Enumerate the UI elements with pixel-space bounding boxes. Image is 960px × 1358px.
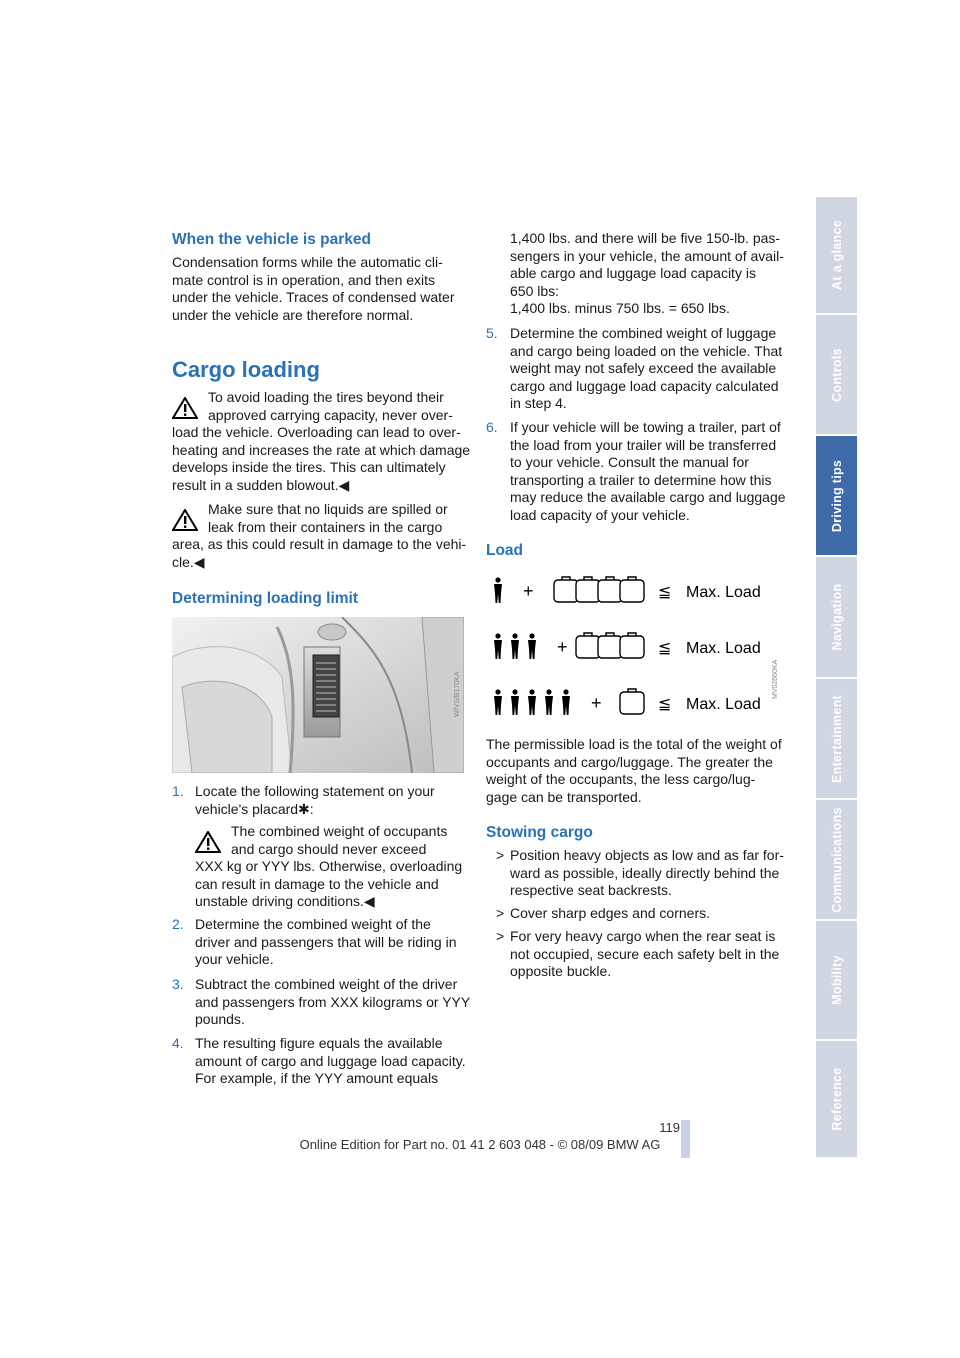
text-line: and cargo should never exceed — [231, 840, 427, 857]
text-line: approved carrying capacity, never over- — [208, 406, 453, 423]
text-line: cle.◀ — [172, 553, 205, 570]
cargo-heading: Cargo loading — [172, 357, 320, 382]
step1-warning-b — [195, 858, 475, 911]
tab-navigation[interactable] — [816, 557, 857, 679]
text-line: gage can be transported. — [486, 788, 642, 805]
step-4-continued — [510, 230, 790, 318]
text-line: the load from your trailer will be transferred — [510, 436, 777, 453]
tab-label: Communications — [829, 806, 844, 913]
step-4 — [172, 1035, 472, 1088]
tab-controls[interactable] — [816, 315, 857, 436]
tab-entertainment[interactable] — [816, 679, 857, 800]
step1-warning-a — [231, 823, 471, 858]
step-5 — [486, 325, 786, 413]
step-number: 4. — [172, 1035, 184, 1051]
text-line: your vehicle. — [195, 951, 274, 968]
text-line: ward as possible, ideally directly behind the — [510, 864, 780, 881]
text-line: to your vehicle. Consult the manual for — [510, 454, 749, 471]
luggage-icon — [576, 633, 600, 658]
text-line: Condensation forms while the automatic cli- — [172, 254, 443, 270]
text-line: leak from their containers in the cargo — [208, 518, 443, 535]
text-line: XXX kg or YYY lbs. Otherwise, overloading — [195, 858, 463, 874]
text-line: respective seat backrests. — [510, 882, 672, 899]
text-line: Determine the combined weight of the — [195, 916, 431, 932]
text-line: may reduce the available cargo and luggage — [510, 489, 786, 506]
text-line: load the vehicle. Overloading can lead to over- — [172, 424, 461, 440]
text-line: If your vehicle will be towing a trailer, part of — [510, 419, 781, 435]
warning-text-1a — [208, 389, 468, 424]
step-1 — [172, 783, 472, 818]
leq-sign: ≦ — [658, 638, 672, 657]
parked-paragraph — [172, 254, 472, 324]
bullet-marker: > — [496, 905, 505, 921]
text-line: weight may not safely exceed the available — [510, 360, 777, 377]
footer-text: Online Edition for Part no. 01 41 2 603 048 - © 08/09 BMW AG — [299, 1137, 661, 1152]
text-line: transporting a trailer to determine how this — [510, 471, 772, 488]
max-load-label: Max. Load — [686, 696, 761, 713]
person-icon — [562, 689, 570, 715]
text-line: The permissible load is the total of the weight of — [486, 736, 782, 752]
text-line: The resulting figure equals the available — [195, 1035, 443, 1051]
warning-text-2b — [172, 536, 472, 571]
page-number: 119 — [659, 1120, 680, 1135]
parked-heading: When the vehicle is parked — [172, 231, 371, 248]
text-line: 1,400 lbs. and there will be five 150-lb. pas- — [510, 230, 781, 246]
luggage-icon — [620, 577, 644, 602]
text-line: Subtract the combined weight of the driver — [195, 976, 458, 992]
text-line: 1,400 lbs. minus 750 lbs. = 650 lbs. — [510, 300, 730, 317]
text-line: cargo and luggage load capacity calculated — [510, 377, 779, 394]
photo-code: W/VS/B170KA — [454, 671, 461, 717]
text-line: pounds. — [195, 1011, 245, 1028]
stowing-item — [496, 847, 786, 900]
step-number: 5. — [486, 325, 498, 341]
text-line: driver and passengers that will be riding in — [195, 933, 457, 950]
warning-icon — [195, 831, 221, 853]
text-line: The combined weight of occupants — [231, 823, 448, 839]
luggage-icon — [598, 577, 622, 602]
tab-communications[interactable] — [816, 800, 857, 921]
text-line: Determine the combined weight of luggage — [510, 325, 777, 341]
text-line: sengers in your vehicle, the amount of avail- — [510, 247, 784, 264]
person-icon — [528, 689, 536, 715]
text-line: mate control is in operation, and then exits — [172, 271, 436, 288]
text-line: Cover sharp edges and corners. — [510, 905, 710, 921]
text-line: weight of the occupants, the less cargo/lug- — [486, 771, 756, 788]
text-line: Locate the following statement on your — [195, 783, 435, 799]
text-line: 650 lbs: — [510, 282, 560, 299]
text-line: develops inside the tires. This can ultimately — [172, 459, 446, 476]
plus-sign: + — [557, 637, 568, 657]
stowing-heading: Stowing cargo — [486, 824, 593, 841]
load-heading: Load — [486, 542, 524, 559]
stowing-item — [496, 905, 786, 923]
text-line: area, as this could result in damage to the vehi- — [172, 536, 467, 552]
text-line: and cargo being loaded on the vehicle. That — [510, 342, 783, 359]
tab-label: Controls — [829, 347, 844, 402]
person-icon — [494, 689, 502, 715]
load-diagram — [486, 569, 780, 723]
luggage-icon — [620, 633, 644, 658]
max-load-label: Max. Load — [686, 584, 761, 601]
step-number: 6. — [486, 419, 498, 435]
text-line: Position heavy objects as low and as far for- — [510, 847, 784, 863]
text-line: and passengers from XXX kilograms or YYY — [195, 993, 471, 1010]
step-number: 3. — [172, 976, 184, 992]
text-line: heating and increases the rate at which damage — [172, 441, 471, 458]
person-icon — [511, 689, 519, 715]
tab-label: Mobility — [829, 955, 844, 1005]
step-number: 1. — [172, 783, 184, 799]
limit-heading: Determining loading limit — [172, 590, 359, 607]
luggage-icon — [620, 689, 644, 714]
placard-photo — [172, 617, 464, 773]
text-line: unstable driving conditions.◀ — [195, 893, 375, 910]
text-line: result in a sudden blowout.◀ — [172, 476, 350, 493]
text-line: occupants and cargo/luggage. The greater the — [486, 753, 773, 770]
warning-text-1b — [172, 424, 472, 494]
tab-label: Navigation — [829, 583, 844, 651]
tab-label: At a glance — [829, 220, 844, 290]
person-icon — [511, 633, 519, 659]
person-icon — [494, 633, 502, 659]
load-diagram-svg — [486, 569, 780, 723]
step-number: 2. — [172, 916, 184, 932]
step-3 — [172, 976, 472, 1029]
text-line: not occupied, secure each safety belt in the — [510, 945, 780, 962]
text-line: amount of cargo and luggage load capacity. — [195, 1052, 466, 1069]
text-line: To avoid loading the tires beyond their — [208, 389, 444, 405]
max-load-label: Max. Load — [686, 640, 761, 657]
plus-sign: + — [523, 581, 534, 601]
step-6 — [486, 419, 786, 525]
tab-label: Driving tips — [829, 459, 844, 532]
tab-mobility[interactable] — [816, 921, 857, 1041]
stowing-item — [496, 928, 786, 981]
tab-driving-tips[interactable] — [816, 436, 857, 557]
text-line: able cargo and luggage load capacity is — [510, 265, 756, 282]
bullet-marker: > — [496, 847, 505, 863]
leq-sign: ≦ — [658, 582, 672, 601]
text-line: under the vehicle are therefore normal. — [172, 306, 414, 323]
leq-sign: ≦ — [658, 694, 672, 713]
tab-label: Entertainment — [829, 694, 844, 783]
text-line: For example, if the YYY amount equals — [195, 1070, 439, 1087]
load-description — [486, 736, 786, 806]
warning-icon — [172, 397, 198, 419]
text-line: in step 4. — [510, 395, 567, 412]
person-icon — [528, 633, 536, 659]
text-line: opposite buckle. — [510, 963, 612, 980]
warning-text-2a — [208, 501, 468, 536]
tab-label: Reference — [829, 1067, 844, 1131]
tab-at-a-glance[interactable] — [816, 197, 857, 315]
text-line: can result in damage to the vehicle and — [195, 875, 439, 892]
diagram-code: MV02660KA — [772, 659, 779, 699]
luggage-icon — [576, 577, 600, 602]
text-line: under the vehicle. Traces of condensed water — [172, 289, 455, 306]
bullet-marker: > — [496, 928, 505, 944]
text-line: For very heavy cargo when the rear seat is — [510, 928, 776, 944]
warning-icon — [172, 509, 198, 531]
placard-illustration — [172, 617, 464, 773]
text-line: vehicle's placard✱: — [195, 800, 314, 817]
plus-sign: + — [591, 693, 602, 713]
text-line: Make sure that no liquids are spilled or — [208, 501, 448, 517]
step-2 — [172, 916, 472, 969]
luggage-icon — [554, 577, 578, 602]
luggage-icon — [598, 633, 622, 658]
person-icon — [545, 689, 553, 715]
text-line: load capacity of your vehicle. — [510, 506, 690, 523]
person-icon — [494, 577, 502, 603]
